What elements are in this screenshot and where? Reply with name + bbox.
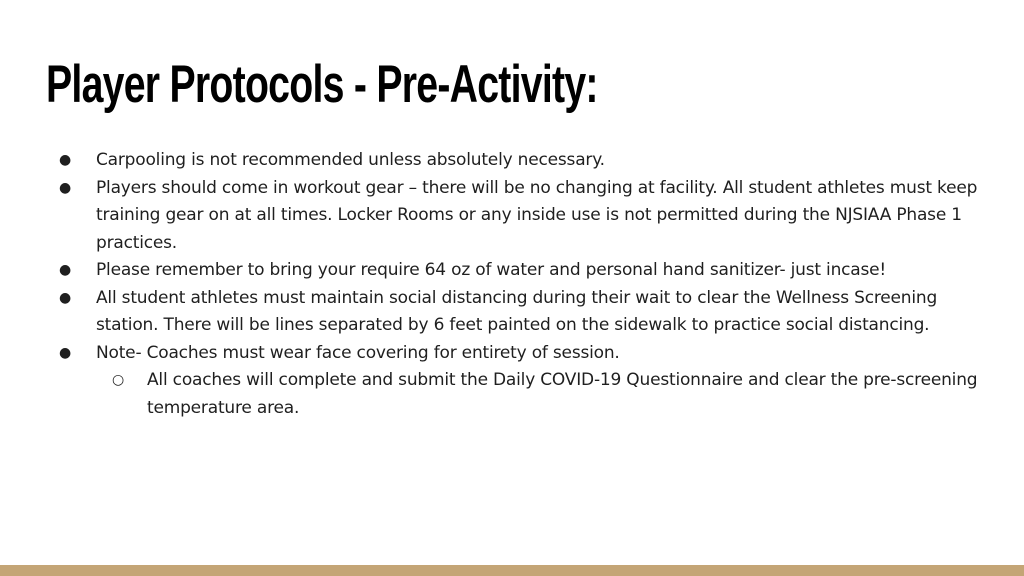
bullet-carpooling [0,147,1024,175]
bullet-social-distancing [0,285,1024,340]
bullet-text: Carpooling is not recommended unless absolutely necessary. [96,150,605,170]
bullet-list [0,147,1024,422]
bullet-dot-icon: ● [58,289,72,306]
bullet-dot-icon: ● [58,152,72,168]
footer-accent-bar [0,565,1024,576]
bullet-dot-icon: ● [58,262,72,278]
bullet-text: Please remember to bring your require 64 oz of water and personal hand sanitizer- just incase! [96,260,887,280]
bullet-dot-icon: ● [58,344,72,361]
bullet-text: All student athletes must maintain social distancing during their wait to clear the Wellness Screening station. There will be lines separated by 6 feet painted on the sidewalk to practice social distancing. [96,287,938,335]
bullet-coaches-face-covering [0,340,1024,368]
bullet-workout-gear [0,175,1024,258]
bullet-text: Note- Coaches must wear face covering for entirety of session. [96,342,620,363]
sub-bullet-covid-questionnaire [0,367,1024,422]
bullet-text: Players should come in workout gear – there will be no changing at facility. All student athletes must keep training gear on at all times. Locker Rooms or any inside use is not permitted during the NJSIAA Phase 1 practices. [96,177,978,253]
bullet-text: All coaches will complete and submit the Daily COVID-19 Questionnaire and clear the pre-screening temperature area. [147,370,978,418]
bullet-water-sanitizer [0,257,1024,285]
bullet-circle-icon: ○ [111,372,125,388]
slide-title: Player Protocols - Pre-Activity: [46,55,598,114]
bullet-dot-icon: ● [58,179,72,196]
